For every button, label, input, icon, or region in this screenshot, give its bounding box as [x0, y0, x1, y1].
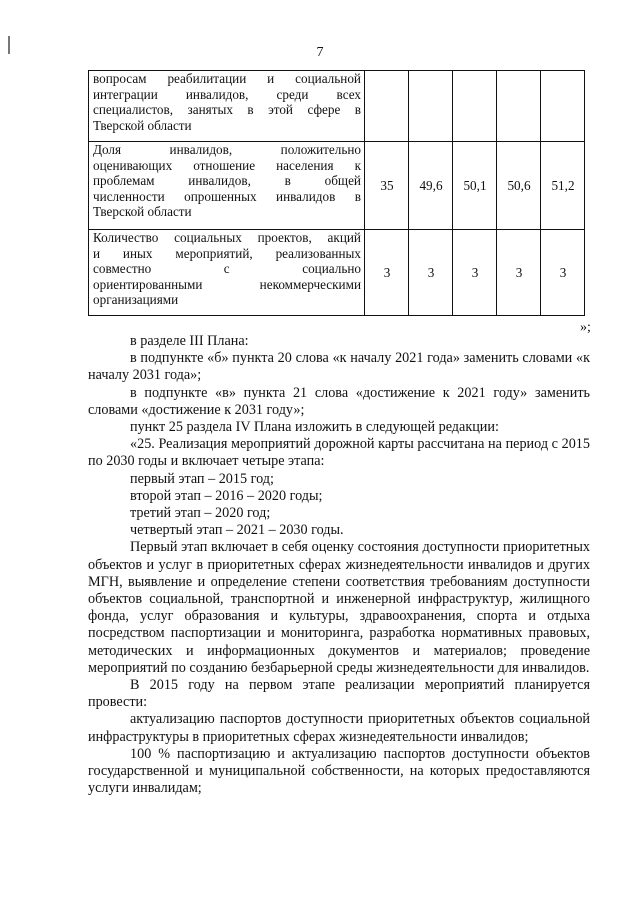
value-cell: 3: [365, 230, 409, 316]
paragraph: 100 % паспортизацию и актуализацию паспортов доступности объектов государственной и муниципальной собственности, на которых предоставляются услуги инвалидам;: [88, 745, 590, 797]
value-cell: 50,1: [453, 142, 497, 230]
table-row: [89, 142, 585, 230]
document-body: [88, 333, 590, 797]
value-cell: 49,6: [409, 142, 453, 230]
value-cell: 3: [409, 230, 453, 316]
table-row: [89, 230, 585, 316]
paragraph: в подпункте «б» пункта 20 слова «к началу 2021 года» заменить словами «к началу 2031 года»;: [88, 350, 590, 384]
paragraph: второй этап – 2016 – 2020 годы;: [130, 487, 323, 504]
paragraph: в подпункте «в» пункта 21 слова «достижение к 2021 году» заменить словами «достижение к 2031 году»;: [88, 384, 590, 418]
value-cell: 51,2: [541, 142, 585, 230]
paragraph: пункт 25 раздела IV Плана изложить в следующей редакции:: [130, 419, 499, 436]
indicator-table: [88, 70, 585, 316]
closing-quote: »;: [580, 320, 591, 335]
indicator-name-cell: Количество социальных проектов, акций и иных мероприятий, реализованных совместно с социально ориентированными некоммерческими организациями: [89, 230, 365, 316]
paragraph: в разделе III Плана:: [130, 333, 249, 349]
paragraph: В 2015 году на первом этапе реализации мероприятий планируется провести:: [88, 677, 590, 711]
page-number: 7: [316, 45, 324, 60]
value-cell: [365, 71, 409, 142]
value-cell: 3: [453, 230, 497, 316]
value-cell: 3: [497, 230, 541, 316]
value-cell: [497, 71, 541, 142]
paragraph: актуализацию паспортов доступности приоритетных объектов социальной инфраструктуры в приоритетных сферах жизнедеятельности инвалидов;: [88, 711, 590, 745]
value-cell: 3: [541, 230, 585, 316]
table-row: [89, 71, 585, 142]
paragraph: четвертый этап – 2021 – 2030 годы.: [130, 522, 344, 539]
value-cell: [453, 71, 497, 142]
indicator-name-cell: вопросам реабилитации и социальной интеграции инвалидов, среди всех специалистов, занятых в этой сфере в Тверской области: [89, 71, 365, 142]
paragraph: первый этап – 2015 год;: [130, 470, 274, 487]
paragraph: третий этап – 2020 год;: [130, 505, 271, 522]
value-cell: 50,6: [497, 142, 541, 230]
paragraph: «25. Реализация мероприятий дорожной карты рассчитана на период с 2015 по 2030 годы и включает четыре этапа:: [88, 436, 590, 470]
value-cell: 35: [365, 142, 409, 230]
value-cell: [409, 71, 453, 142]
indicator-name-cell: Доля инвалидов, положительно оценивающих отношение населения к проблемам инвалидов, в общей численности опрошенных инвалидов в Тверской области: [89, 142, 365, 230]
paragraph: Первый этап включает в себя оценку состояния доступности приоритетных объектов и услуг в приоритетных сферах жизнедеятельности инвалидов и других МГН, выявление и определение степени соответствия требованиям доступности объектов социальной, транспортной и инженерной инфраструктур, жилищного фонда, услуг образования и культуры, здравоохранения, спорта и отдыха посредством паспортизации и мониторинга, разработка нормативных правовых, методических и информационных документов и материалов; проведение мероприятий по созданию безбарьерной среды жизнедеятельности для инвалидов.: [88, 539, 590, 676]
value-cell: [541, 71, 585, 142]
